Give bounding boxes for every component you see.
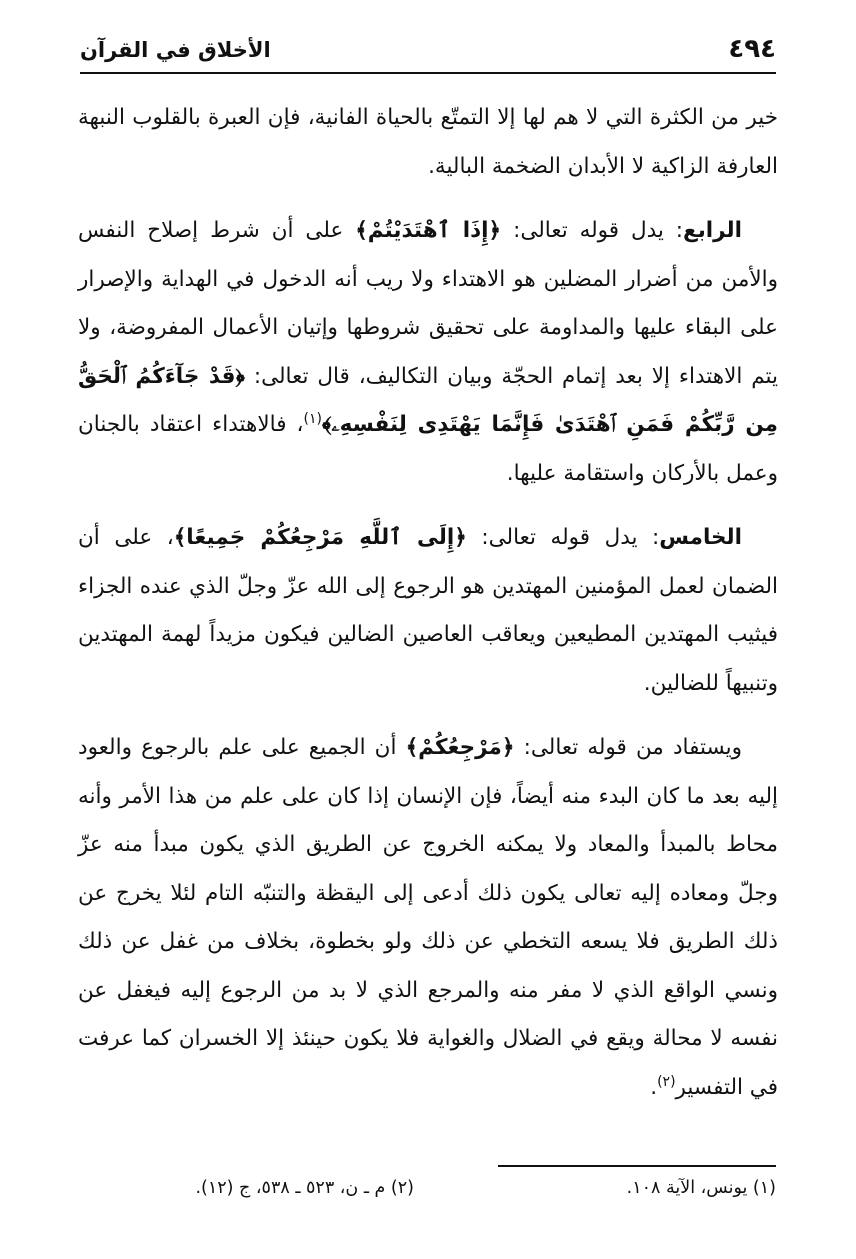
quran-verse-2: ﴿قَدْ جَآءَكُمُ ٱلْحَقُّ مِن رَّبِّكُمْ فَمَنِ ٱهْتَدَىٰ فَإِنَّمَا يَهْتَدِى لِنَفْسِهِۦ﴾	[78, 363, 778, 437]
footnote-rule	[498, 1165, 776, 1167]
paragraph-4-text-b: أن الجميع على علم بالرجوع والعود إليه بعد ما كان البدء منه أيضاً، فإن الإنسان إذا كان على علم من هذا الأمر وأنه محاط بالمبدأ والمعاد ولا يمكنه الخروج عن الطريق الذي يكون مبدأ منه عزّ وجلّ ومعاده إليه تعالى يكون ذلك أدعى إلى اليقظة والتنبّه التام لئلا يخرج عن ذلك الطريق فلا يسعه التخطي عن ذلك ولو بخطوة، بخلاف من غفل عن ذلك ونسي الواقع الذي لا مفر منه والمرجع الذي لا بد من الرجوع إليه فيغفل عن نفسه لا محالة ويقع في الضلال والغواية فلا يكون حينئذ إلا الخسران كما عرفت في التفسير	[78, 735, 778, 1100]
book-title: الأخلاق في القرآن	[80, 38, 271, 62]
running-header	[80, 30, 776, 74]
paragraph-4-text-c: .	[650, 1074, 658, 1100]
footnote-2: (٢) م ـ ن، ٥٢٣ ـ ٥٣٨، ج (١٢).	[195, 1178, 414, 1198]
paragraph-4-text-a: ويستفاد من قوله تعالى:	[514, 735, 742, 760]
paragraph-2-lead: الرابع	[683, 218, 742, 243]
paragraph-2-text-a: : يدل قوله تعالى:	[501, 218, 684, 243]
page-number: ٤٩٤	[728, 34, 776, 64]
paragraph-2	[78, 207, 778, 498]
paragraph-1	[78, 94, 778, 191]
paragraph-2-text-b: على أن شرط إصلاح النفس والأمن من أضرار المضلين هو الاهتداء ولا ريب أنه الدخول في الهداية والإصرار على البقاء عليها والمداومة على تحقيق شروطها وإتيان الأعمال المفروضة، ولا يتم الاهتداء إلا بعد إتمام الحجّة وبيان التكاليف، قال تعالى:	[78, 218, 778, 389]
quran-verse-3: ﴿إِلَى ٱللَّهِ مَرْجِعُكُمْ جَمِيعًا﴾	[173, 525, 467, 550]
footnotes	[80, 1178, 776, 1214]
paragraph-3	[78, 514, 778, 708]
paragraph-4	[78, 724, 778, 1112]
paragraph-3-text-a: : يدل قوله تعالى:	[466, 525, 660, 550]
paragraph-3-text-b: ، على أن الضمان لعمل المؤمنين المهتدين هو الرجوع إلى الله عزّ وجلّ الذي عنده الجزاء فيثيب المهتدين المطيعين ويعاقب العاصين الضالين فيكون مزيداً لهمة المهتدين وتنبيهاً للضالين.	[78, 525, 778, 696]
footnote-marker-2[interactable]: (٢)	[657, 1073, 676, 1090]
paragraph-3-lead: الخامس	[659, 525, 742, 550]
main-text	[78, 94, 778, 1112]
footnote-1: (١) يونس، الآية ١٠٨.	[626, 1178, 776, 1198]
quran-verse-4: ﴿مَرْجِعُكُمْ﴾	[405, 735, 515, 760]
header-rule	[80, 72, 776, 74]
paragraph-2-text-c: ، فالاهتداء اعتقاد بالجنان وعمل بالأركان واستقامة عليها.	[78, 412, 778, 486]
footnote-marker-1[interactable]: (١)	[303, 410, 322, 427]
quran-verse-1: ﴿إِذَا ٱهْتَدَيْتُمْ﴾	[355, 218, 502, 243]
paragraph-1-text: خير من الكثرة التي لا هم لها إلا التمتّع بالحياة الفانية، فإن العبرة بالقلوب النبهة العارفة الزاكية لا الأبدان الضخمة البالية.	[78, 105, 778, 179]
